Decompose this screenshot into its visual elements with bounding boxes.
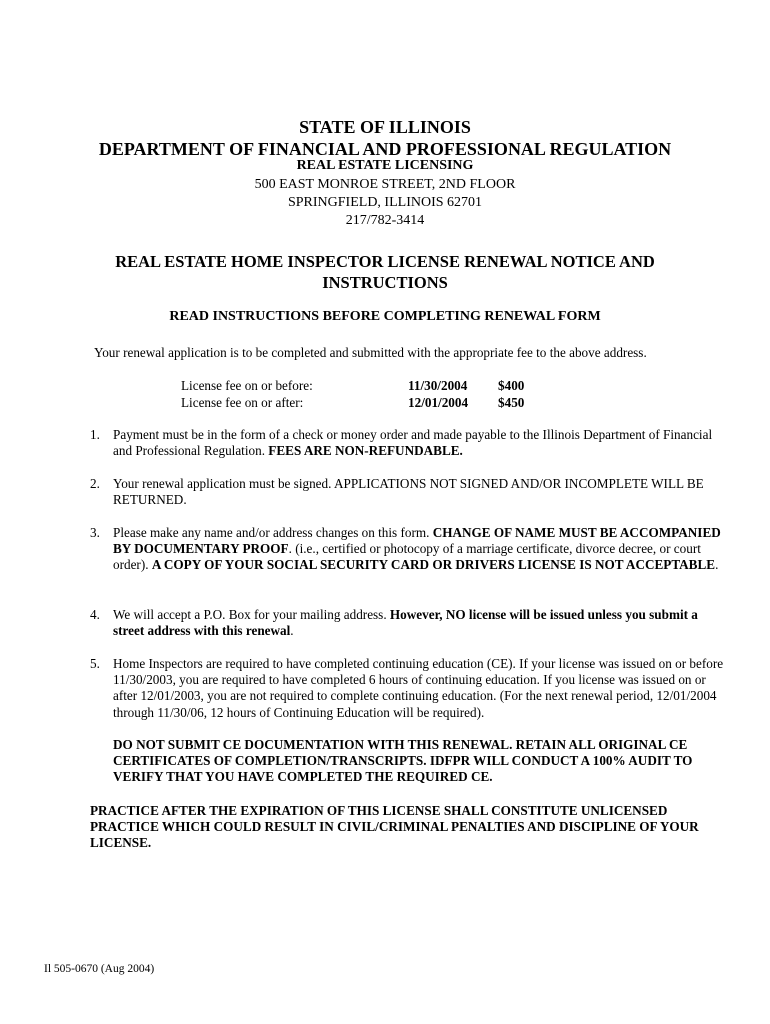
phone-number: 217/782-3414 bbox=[345, 213, 425, 228]
practice-warning: PRACTICE AFTER THE EXPIRATION OF THIS LICENSE SHALL CONSTITUTE UNLICENSED PRACTICE WHICH COULD RESULT IN CIVIL/CRIMINAL PENALTIES AND DISCIPLINE OF YOUR LICENSE. bbox=[90, 803, 699, 851]
instruction-item-4 bbox=[90, 607, 730, 639]
item-text: . bbox=[715, 557, 719, 573]
form-number-footer: Il 505-0670 (Aug 2004) bbox=[44, 963, 155, 975]
instruction-item-3 bbox=[90, 525, 730, 574]
item-bold-text: FEES ARE NON-REFUNDABLE. bbox=[268, 443, 463, 459]
item-bold-text: However, NO license will be issued unless you submit a street address with this renewal bbox=[113, 607, 698, 639]
item-number: 3. bbox=[90, 525, 100, 540]
division-heading: REAL ESTATE LICENSING bbox=[296, 158, 474, 173]
item-number: 1. bbox=[90, 427, 100, 442]
instructions-subheading: READ INSTRUCTIONS BEFORE COMPLETING RENEWAL FORM bbox=[169, 309, 601, 324]
item-text: . bbox=[290, 623, 294, 639]
fee-amount: $450 bbox=[498, 395, 525, 410]
notice-title-line1: REAL ESTATE HOME INSPECTOR LICENSE RENEWAL NOTICE AND bbox=[115, 252, 655, 271]
item-number: 5. bbox=[90, 656, 100, 671]
fee-date: 11/30/2004 bbox=[408, 378, 468, 393]
instruction-item-5 bbox=[90, 656, 730, 785]
fee-label: License fee on or before: bbox=[181, 378, 313, 393]
item-bold-text: A COPY OF YOUR SOCIAL SECURITY CARD OR DRIVERS LICENSE IS NOT ACCEPTABLE bbox=[151, 557, 716, 573]
city-address: SPRINGFIELD, ILLINOIS 62701 bbox=[287, 195, 483, 210]
item-text: Please make any name and/or address changes on this form. bbox=[113, 525, 433, 540]
item-text: Payment must be in the form of a check or money order and made payable to the Illinois Department of Financial and Professional Regulation. bbox=[113, 427, 713, 459]
item-text: . (i.e., certified or photocopy of a marriage certificate, divorce decree, or court order). bbox=[113, 541, 701, 573]
instruction-item-2 bbox=[90, 476, 730, 508]
item-text: Your renewal application must be signed. APPLICATIONS NOT SIGNED AND/OR INCOMPLETE WILL BE RETURNED. bbox=[113, 476, 704, 508]
item-text: We will accept a P.O. Box for your mailing address. bbox=[113, 607, 390, 622]
item-text: Home Inspectors are required to have completed continuing education (CE). If your license was issued on or before 11/30/2003, you are required to have completed 6 hours of continuing education. If you license was issued on or after 12/01/2003, you are not required to complete continuing education. (For the next renewal period, 12/01/2004 through 11/30/06, 12 hours of Continuing Education will be required). bbox=[113, 656, 724, 720]
item-number: 2. bbox=[90, 476, 100, 491]
state-heading: STATE OF ILLINOIS bbox=[299, 117, 471, 137]
instruction-item-1 bbox=[90, 427, 730, 459]
fee-date: 12/01/2004 bbox=[408, 395, 469, 410]
ce-audit-notice: DO NOT SUBMIT CE DOCUMENTATION WITH THIS RENEWAL. RETAIN ALL ORIGINAL CE CERTIFICATES OF COMPLETION/TRANSCRIPTS. IDFPR WILL CONDUCT A 100% AUDIT TO VERIFY THAT YOU HAVE COMPLETED THE REQUIRED CE. bbox=[113, 736, 693, 785]
fee-amount: $400 bbox=[498, 378, 525, 393]
item-bold-text: CHANGE OF NAME MUST BE ACCOMPANIED BY DOCUMENTARY PROOF bbox=[113, 525, 721, 557]
intro-paragraph: Your renewal application is to be completed and submitted with the appropriate fee to the above address. bbox=[94, 345, 647, 360]
department-heading: DEPARTMENT OF FINANCIAL AND PROFESSIONAL REGULATION bbox=[98, 139, 672, 159]
notice-title-line2: INSTRUCTIONS bbox=[322, 273, 448, 292]
item-number: 4. bbox=[90, 607, 100, 622]
street-address: 500 EAST MONROE STREET, 2ND FLOOR bbox=[254, 177, 516, 192]
fee-label: License fee on or after: bbox=[181, 395, 304, 410]
